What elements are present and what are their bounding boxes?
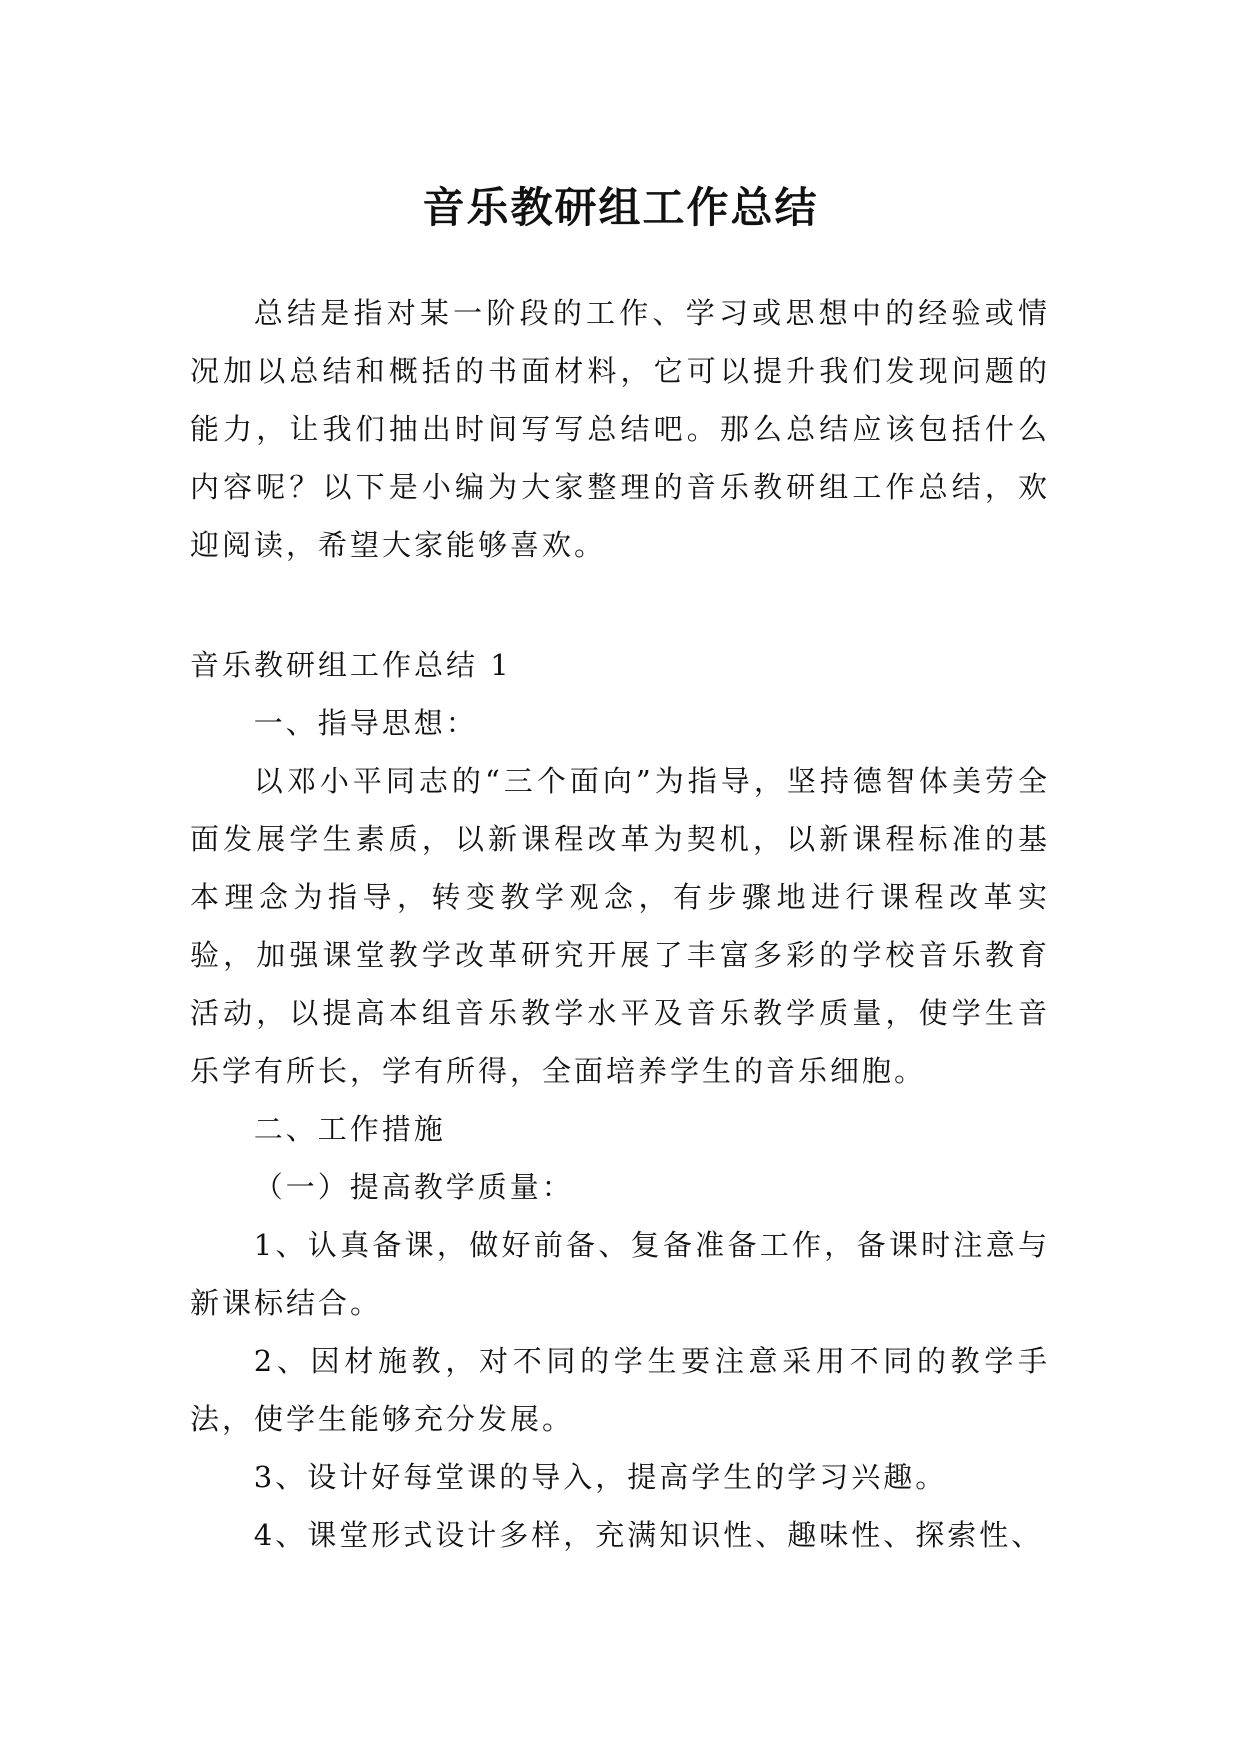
document-body [190, 284, 1050, 1564]
guiding-thought-paragraph: 以邓小平同志的“三个面向”为指导，坚持德智体美劳全面发展学生素质，以新课程改革为契机，以新课程标准的基本理念为指导，转变教学观念，有步骤地进行课程改革实验，加强课堂教学改革研究开展了丰富多彩的学校音乐教育活动，以提高本组音乐教学水平及音乐教学质量，使学生音乐学有所长，学有所得，全面培养学生的音乐细胞。 [190, 764, 1050, 1088]
list-item: 1、认真备课，做好前备、复备准备工作，备课时注意与新课标结合。 [190, 1228, 1050, 1320]
list-item: 3、设计好每堂课的导入，提高学生的学习兴趣。 [253, 1460, 948, 1494]
list-item: 2、因材施教，对不同的学生要注意采用不同的教学手法，使学生能够充分发展。 [190, 1344, 1050, 1436]
subheading-teaching-quality: （一）提高教学质量： [253, 1170, 574, 1204]
heading-guiding-thought: 一、指导思想： [253, 706, 478, 740]
intro-paragraph: 总结是指对某一阶段的工作、学习或思想中的经验或情况加以总结和概括的书面材料，它可以提升我们发现问题的能力，让我们抽出时间写写总结吧。那么总结应该包括什么内容呢？以下是小编为大家整理的音乐教研组工作总结，欢迎阅读，希望大家能够喜欢。 [190, 296, 1050, 562]
list-item: 4、课堂形式设计多样，充满知识性、趣味性、探索性、 [253, 1518, 1044, 1552]
section-title: 音乐教研组工作总结 1 [190, 648, 512, 682]
document-title: 音乐教研组工作总结 [422, 183, 819, 233]
heading-work-measures: 二、工作措施 [253, 1112, 446, 1146]
